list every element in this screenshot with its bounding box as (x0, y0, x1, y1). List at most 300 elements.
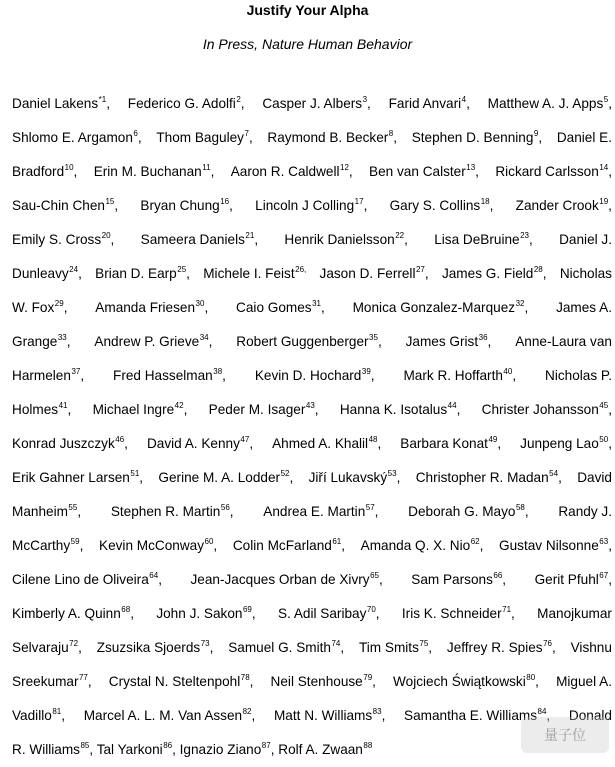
affiliation-marker: 48 (368, 435, 378, 444)
separator: , (524, 300, 529, 315)
author-name: Matt N. Williams (273, 708, 373, 723)
author-name: Aaron R. Caldwell (230, 164, 340, 179)
author-name: Andrea E. Martin (263, 504, 366, 519)
separator: , (130, 606, 134, 621)
author-line (12, 291, 612, 325)
author-entry (571, 631, 612, 665)
affiliation-marker: 60 (204, 537, 214, 546)
author-line (12, 461, 612, 495)
author-name: Nicholas (559, 266, 612, 281)
affiliation-marker: 38 (213, 367, 223, 376)
affiliation-marker: 14 (599, 163, 609, 172)
author-line (12, 121, 612, 155)
author-name: David A. Kenny (146, 436, 240, 451)
author-name: Tal Yarkoni (96, 742, 163, 757)
affiliation-marker: 57 (365, 503, 375, 512)
author-name: Anne-Laura van (515, 334, 612, 349)
author-entry (147, 427, 253, 461)
author-name: Marcel A. L. M. Van Assen (83, 708, 243, 723)
separator: , (270, 742, 275, 757)
affiliation-marker: 21 (245, 231, 255, 240)
separator: , (608, 164, 612, 179)
author-entry (180, 742, 275, 757)
affiliation-marker: 11 (202, 163, 211, 172)
author-entry (12, 495, 81, 529)
author-name: Holmes (12, 402, 59, 417)
affiliation-marker: 74 (331, 639, 341, 648)
author-name: Ignazio Ziano (179, 742, 262, 757)
affiliation-marker: 58 (515, 503, 525, 512)
author-name: Cilene Lino de Oliveira (12, 572, 149, 587)
affiliation-marker: 55 (68, 503, 78, 512)
affiliation-marker: 53 (387, 469, 397, 478)
affiliation-marker: 85 (80, 741, 90, 750)
affiliation-marker: 79 (363, 673, 373, 682)
affiliation-marker: 78 (240, 673, 250, 682)
author-entry (12, 699, 65, 733)
author-entry (278, 597, 380, 631)
separator: , (158, 572, 162, 587)
author-name: Daniel E. (556, 130, 612, 145)
affiliation-marker: 18 (480, 197, 490, 206)
separator: , (87, 674, 92, 689)
author-name: Grange (12, 334, 58, 349)
author-name: Raymond B. Becker (267, 130, 389, 145)
affiliation-marker: 22 (395, 231, 405, 240)
separator: , (114, 198, 119, 213)
author-entry (263, 495, 378, 529)
author-entry (109, 665, 254, 699)
author-name: Jiří Lukavský (308, 470, 388, 485)
separator: , (552, 640, 556, 655)
affiliation-marker: 39 (361, 367, 371, 376)
author-entry (274, 699, 385, 733)
author-entry (537, 597, 612, 631)
affiliation-marker: 24 (69, 265, 79, 274)
author-entry (93, 393, 188, 427)
author-entry (406, 325, 492, 359)
separator: , (512, 368, 517, 383)
author-entry (556, 291, 612, 325)
author-name: Harmelen (12, 368, 71, 383)
author-line (12, 325, 612, 359)
author-entry (402, 597, 515, 631)
author-name: Bryan Chung (140, 198, 220, 213)
author-name: Gary S. Collins (389, 198, 481, 213)
author-entry (95, 291, 208, 325)
author-entry (231, 155, 353, 189)
author-name: Shlomo E. Argamon (12, 130, 133, 145)
author-entry (278, 742, 372, 757)
author-name: Brian D. Earp (95, 266, 177, 281)
author-entry (516, 189, 612, 223)
author-line (12, 631, 612, 665)
affiliation-marker: 13 (466, 163, 476, 172)
separator: , (487, 334, 492, 349)
separator: , (497, 436, 502, 451)
affiliation-marker: 5 (603, 95, 609, 104)
affiliation-marker: 6 (133, 129, 138, 138)
author-name: Konrad Juszczyk (12, 436, 115, 451)
affiliation-marker: 28 (533, 265, 543, 274)
separator: , (249, 674, 254, 689)
author-name: Daniel J. (559, 232, 612, 247)
author-entry (545, 359, 612, 393)
affiliation-marker: 32 (515, 299, 525, 308)
affiliation-marker: 46 (115, 435, 125, 444)
separator: , (63, 300, 68, 315)
author-line (12, 393, 612, 427)
separator: , (535, 674, 539, 689)
author-name: Sreekumar (12, 674, 79, 689)
affiliation-marker: 43 (305, 401, 315, 410)
author-name: Jason D. Ferrell (319, 266, 416, 281)
author-entry (411, 563, 506, 597)
affiliation-marker: 59 (70, 537, 80, 546)
separator: , (377, 334, 382, 349)
affiliation-marker: 73 (200, 639, 210, 648)
author-name: Selvaraju (12, 640, 69, 655)
separator: , (428, 640, 433, 655)
affiliation-marker: 86 (163, 741, 173, 750)
affiliation-marker: 82 (242, 707, 252, 716)
affiliation-marker: 84 (537, 707, 547, 716)
author-line (12, 597, 612, 631)
author-name: Neil Stenhouse (270, 674, 363, 689)
affiliation-marker: 8 (388, 129, 394, 138)
author-entry (228, 631, 344, 665)
affiliation-marker: 45 (599, 401, 609, 410)
separator: , (466, 96, 470, 111)
author-entry (97, 742, 176, 757)
author-entry (12, 189, 118, 223)
author-entry (209, 393, 319, 427)
author-name: Andrew P. Grieve (94, 334, 200, 349)
separator: , (489, 198, 494, 213)
author-entry (400, 427, 501, 461)
separator: , (67, 402, 72, 417)
author-entry (12, 461, 143, 495)
affiliation-marker: 50 (599, 435, 609, 444)
author-entry (340, 393, 461, 427)
affiliation-marker: 23 (520, 231, 530, 240)
author-name: Gustav Nilsonne (499, 538, 599, 553)
author-name: Samantha E. Williams (404, 708, 538, 723)
affiliation-marker: 49 (488, 435, 498, 444)
author-name: Christopher R. Madan (415, 470, 549, 485)
separator: , (289, 470, 294, 485)
separator: , (139, 470, 144, 485)
separator: , (546, 708, 551, 723)
author-entry (272, 427, 381, 461)
author-name: James Grist (405, 334, 479, 349)
affiliation-marker: 44 (447, 401, 457, 410)
affiliation-marker: 76 (543, 639, 552, 648)
author-entry (262, 87, 370, 121)
separator: , (341, 538, 345, 553)
affiliation-marker: 17 (354, 197, 364, 206)
author-entry (271, 665, 376, 699)
author-entry (156, 121, 252, 155)
author-entry (158, 461, 293, 495)
author-entry (390, 189, 494, 223)
separator: , (73, 164, 78, 179)
author-name: Zsuzsika Sjoerds (96, 640, 201, 655)
paper-subtitle: In Press, Nature Human Behavior (202, 36, 413, 52)
affiliation-marker: 47 (240, 435, 250, 444)
author-entry (309, 461, 401, 495)
separator: , (209, 640, 214, 655)
author-name: Lincoln J Colling (255, 198, 355, 213)
author-entry (12, 563, 162, 597)
author-entry (12, 393, 71, 427)
author-name: John J. Sakon (156, 606, 243, 621)
separator: , (367, 96, 371, 111)
author-name: Robert Guggenberger (236, 334, 369, 349)
separator: , (370, 368, 375, 383)
affiliation-marker: 34 (199, 333, 209, 342)
author-entry (12, 427, 128, 461)
author-entry (12, 257, 82, 291)
affiliation-marker: 52 (280, 469, 290, 478)
separator: , (511, 606, 515, 621)
author-name: Fred Hasselman (113, 368, 213, 383)
author-name: Stephen D. Benning (411, 130, 534, 145)
author-name: Rickard Carlsson (495, 164, 599, 179)
affiliation-marker: 87 (261, 741, 271, 750)
author-name: Caio Gomes (236, 300, 312, 315)
separator: , (377, 436, 382, 451)
affiliation-marker: 83 (372, 707, 382, 716)
affiliation-marker: 40 (503, 367, 513, 376)
author-entry (442, 257, 547, 291)
author-name: Manojkumar (537, 606, 612, 621)
author-name: Stephen R. Martin (110, 504, 221, 519)
author-entry (94, 155, 215, 189)
author-name: Wojciech Świątkowski (393, 674, 526, 689)
author-entry (403, 359, 516, 393)
separator: , (172, 742, 176, 757)
affiliation-marker: *1 (98, 95, 107, 104)
author-name: Erik Gahner Larsen (12, 470, 130, 485)
author-entry (369, 155, 479, 189)
author-entry (558, 495, 612, 529)
author-entry (156, 597, 255, 631)
author-line (12, 87, 612, 121)
author-entry (236, 291, 325, 325)
author-name: Emily S. Cross (12, 232, 102, 247)
separator: , (78, 266, 82, 281)
author-name: Colin McFarland (232, 538, 332, 553)
author-entry (12, 87, 110, 121)
author-entry (495, 155, 612, 189)
separator: , (229, 198, 233, 213)
author-name: Manheim (12, 504, 68, 519)
author-entry (577, 461, 612, 495)
author-entry (412, 121, 542, 155)
separator: , (61, 708, 65, 723)
affiliation-marker: 29 (54, 299, 64, 308)
affiliation-marker: 3 (362, 95, 368, 104)
affiliation-marker: 2 (236, 95, 241, 104)
author-name: David (577, 470, 612, 485)
separator: , (204, 300, 209, 315)
author-list (12, 87, 612, 767)
author-entry (416, 461, 562, 495)
affiliation-marker: 33 (57, 333, 67, 342)
separator: , (210, 164, 215, 179)
author-entry (236, 325, 381, 359)
separator: , (456, 402, 461, 417)
separator: , (608, 436, 612, 451)
author-entry (482, 393, 612, 427)
author-entry (267, 121, 397, 155)
author-name: Henrik Danielsson (284, 232, 395, 247)
separator: , (348, 164, 353, 179)
author-name: Vadillo (12, 708, 52, 723)
author-name: Ahmed A. Khalil (272, 436, 369, 451)
author-name: James A. (556, 300, 612, 315)
author-entry (111, 495, 234, 529)
author-entry (255, 359, 375, 393)
author-name: Monica Gonzalez-Marquez (352, 300, 516, 315)
author-entry (520, 427, 612, 461)
author-name: Michele I. Feist (203, 266, 295, 281)
affiliation-marker: 69 (242, 605, 252, 614)
separator: , (608, 96, 612, 111)
author-name: Kimberly A. Quinn (12, 606, 121, 621)
separator: , (374, 504, 379, 519)
author-entry (140, 189, 233, 223)
separator: , (529, 232, 533, 247)
author-name: Barbara Konat (400, 436, 488, 451)
separator: , (475, 164, 479, 179)
separator: , (542, 266, 547, 281)
author-entry (393, 665, 539, 699)
separator: , (608, 198, 612, 213)
author-entry (99, 529, 217, 563)
author-name: Amanda Q. X. Nio (360, 538, 471, 553)
separator: , (79, 538, 84, 553)
author-entry (12, 223, 114, 257)
author-name: Federico G. Adolfi (127, 96, 236, 111)
affiliation-marker: 41 (58, 401, 68, 410)
separator: , (251, 606, 256, 621)
author-entry (557, 121, 612, 155)
author-entry (113, 359, 226, 393)
separator: , (558, 470, 562, 485)
author-name: Ben van Calster (369, 164, 466, 179)
separator: , (124, 436, 128, 451)
author-name: Miguel A. (556, 674, 612, 689)
author-name: Kevin D. Hochard (254, 368, 362, 383)
affiliation-marker: 9 (533, 129, 539, 138)
author-name: Dunleavy (12, 266, 69, 281)
separator: , (372, 674, 376, 689)
separator: , (229, 504, 234, 519)
author-name: Sameera Daniels (140, 232, 245, 247)
watermark-logo: 量子位 (521, 717, 609, 753)
affiliation-marker: 31 (312, 299, 322, 308)
separator: , (89, 742, 94, 757)
affiliation-marker: 25 (177, 265, 187, 274)
author-entry (12, 665, 92, 699)
separator: , (240, 96, 245, 111)
author-entry (361, 529, 484, 563)
affiliation-marker: 70 (366, 605, 376, 614)
separator: , (106, 96, 110, 111)
author-entry (353, 291, 529, 325)
separator: , (314, 402, 319, 417)
affiliation-marker: 75 (419, 639, 429, 648)
author-entry (12, 529, 83, 563)
affiliation-marker: 36 (478, 333, 488, 342)
separator: , (77, 504, 82, 519)
affiliation-marker: 68 (121, 605, 131, 614)
affiliation-marker: 54 (549, 469, 559, 478)
separator: , (249, 436, 254, 451)
author-entry (95, 257, 190, 291)
author-name: Nicholas P. (545, 368, 612, 383)
author-entry (12, 155, 77, 189)
author-name: Hanna K. Isotalus (339, 402, 448, 417)
affiliation-marker: 26, (295, 265, 307, 274)
author-name: Kevin McConway (99, 538, 205, 553)
affiliation-marker: 51 (130, 469, 140, 478)
author-name: Mark R. Hoffarth (403, 368, 503, 383)
author-name: Vishnu (570, 640, 612, 655)
affiliation-marker: 71 (502, 605, 512, 614)
affiliation-marker: 42 (174, 401, 184, 410)
author-entry (488, 87, 612, 121)
separator: , (78, 640, 82, 655)
separator: , (538, 130, 543, 145)
author-entry (84, 699, 256, 733)
author-entry (97, 631, 214, 665)
affiliation-marker: 56 (220, 503, 230, 512)
affiliation-marker: 12 (340, 163, 349, 172)
author-entry (94, 325, 212, 359)
separator: , (66, 334, 71, 349)
author-name: McCarthy (12, 538, 71, 553)
author-name: Sau-Chin Chen (12, 198, 105, 213)
author-name: Jean-Jacques Orban de Xivry (190, 572, 370, 587)
author-name: R. Williams (12, 742, 80, 757)
author-line (12, 529, 612, 563)
affiliation-marker: 67 (599, 571, 609, 580)
separator: , (524, 504, 529, 519)
author-entry (255, 189, 367, 223)
affiliation-marker: 15 (105, 197, 115, 206)
author-entry (515, 325, 612, 359)
author-name: Crystal N. Steltenpohl (108, 674, 241, 689)
author-name: Iris K. Schneider (401, 606, 502, 621)
author-name: Deborah G. Mayo (408, 504, 516, 519)
author-name: W. Fox (12, 300, 55, 315)
author-name: Junpeng Lao (520, 436, 599, 451)
author-name: Samuel G. Smith (228, 640, 331, 655)
author-name: Lisa DeBruine (434, 232, 520, 247)
author-name: James G. Field (441, 266, 534, 281)
separator: , (248, 130, 253, 145)
author-entry (284, 223, 408, 257)
separator: , (137, 130, 142, 145)
author-entry (141, 223, 258, 257)
separator: , (208, 334, 213, 349)
author-name: Donald (568, 708, 612, 723)
affiliation-marker: 4 (461, 95, 467, 104)
author-name: Gerit Pfuhl (534, 572, 599, 587)
